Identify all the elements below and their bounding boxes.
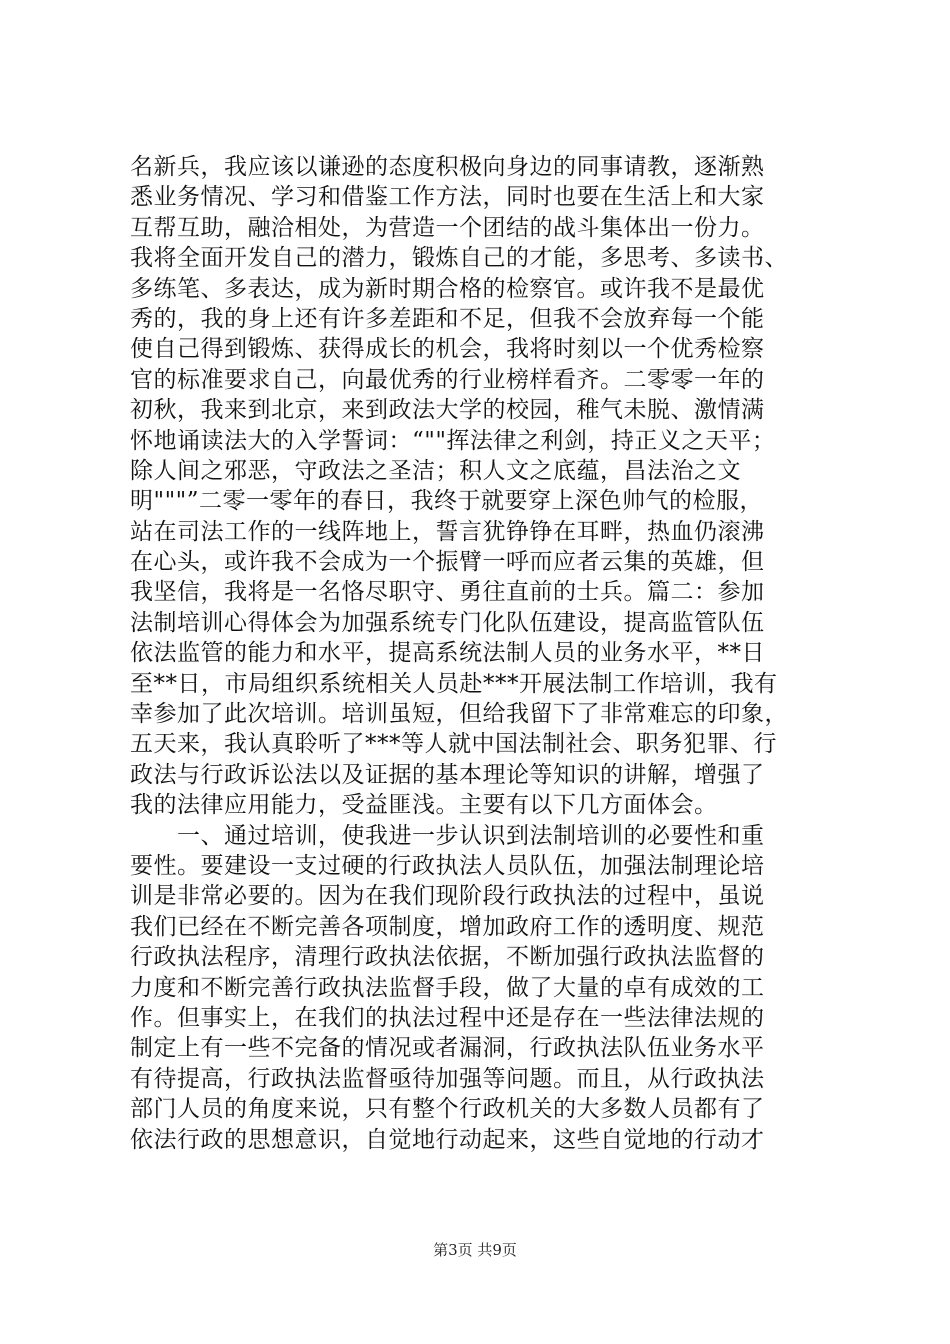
- text-line: 怀地诵读法大的入学誓词：“""挥法律之利剑，持正义之天平；: [130, 427, 776, 454]
- text-line: 要性。要建设一支过硬的行政执法人员队伍，加强法制理论培: [130, 852, 765, 879]
- text-line: 行政执法程序，清理行政执法依据，不断加强行政执法监督的: [130, 944, 765, 971]
- text-line: 五天来，我认真聆听了***等人就中国法制社会、职务犯罪、行: [130, 731, 777, 758]
- text-line: 互帮互助，融洽相处，为营造一个团结的战斗集体出一份力。: [130, 214, 765, 241]
- text-line: 站在司法工作的一线阵地上，誓言犹铮铮在耳畔，热血仍滚沸: [130, 518, 765, 545]
- text-line: 政法与行政诉讼法以及证据的基本理论等知识的讲解，增强了: [130, 761, 765, 788]
- text-line: 明"""”二零一零年的春日，我终于就要穿上深色帅气的检服，: [130, 488, 763, 515]
- text-line: 使自己得到锻炼、获得成长的机会，我将时刻以一个优秀检察: [130, 336, 765, 363]
- text-line: 训是非常必要的。因为在我们现阶段行政执法的过程中，虽说: [130, 883, 765, 910]
- text-line: 制定上有一些不完备的情况或者漏洞，行政执法队伍业务水平: [130, 1035, 765, 1062]
- page-footer: [0, 1240, 950, 1260]
- text-line: 多练笔、多表达，成为新时期合格的检察官。或许我不是最优: [130, 275, 765, 302]
- text-line: 至**日，市局组织系统相关人员赴***开展法制工作培训，我有: [130, 670, 778, 697]
- page-number: 第3页 共9页: [433, 1241, 517, 1259]
- text-line: 名新兵，我应该以谦逊的态度积极向身边的同事请教，逐渐熟: [130, 154, 765, 180]
- text-line: 悉业务情况、学习和借鉴工作方法，同时也要在生活上和大家: [130, 184, 765, 211]
- text-line: 初秋，我来到北京，来到政法大学的校园，稚气未脱、激情满: [130, 397, 765, 424]
- text-line: 法制培训心得体会为加强系统专门化队伍建设，提高监管队伍: [130, 609, 765, 636]
- text-line: 部门人员的角度来说，只有整个行政机关的大多数人员都有了: [130, 1096, 765, 1123]
- text-line: 官的标准要求自己，向最优秀的行业榜样看齐。二零零一年的: [130, 366, 765, 393]
- text-line: 一、通过培训，使我进一步认识到法制培训的必要性和重: [130, 822, 765, 849]
- text-line: 我将全面开发自己的潜力，锻炼自己的才能，多思考、多读书、: [130, 245, 788, 272]
- text-line: 秀的，我的身上还有许多差距和不足，但我不会放弃每一个能: [130, 305, 765, 332]
- text-line: 依法行政的思想意识，自觉地行动起来，这些自觉地的行动才: [130, 1126, 765, 1153]
- text-line: 依法监管的能力和水平，提高系统法制人员的业务水平，**日: [130, 640, 765, 667]
- text-line: 我坚信，我将是一名恪尽职守、勇往直前的士兵。篇二：参加: [130, 579, 765, 606]
- text-line: 作。但事实上，在我们的执法过程中还是存在一些法律法规的: [130, 1004, 765, 1031]
- text-line: 有待提高，行政执法监督亟待加强等问题。而且，从行政执法: [130, 1065, 765, 1092]
- text-line: 除人间之邪恶，守政法之圣洁；积人文之底蕴，昌法治之文: [130, 457, 741, 484]
- text-line: 力度和不断完善行政执法监督手段，做了大量的卓有成效的工: [130, 974, 765, 1001]
- text-line: 幸参加了此次培训。培训虽短，但给我留下了非常难忘的印象，: [130, 701, 788, 728]
- body-text: [130, 152, 830, 1155]
- text-line: 我的法律应用能力，受益匪浅。主要有以下几方面体会。: [130, 792, 718, 819]
- text-line: 我们已经在不断完善各项制度，增加政府工作的透明度、规范: [130, 913, 765, 940]
- text-line: 在心头，或许我不会成为一个振臂一呼而应者云集的英雄，但: [130, 549, 765, 576]
